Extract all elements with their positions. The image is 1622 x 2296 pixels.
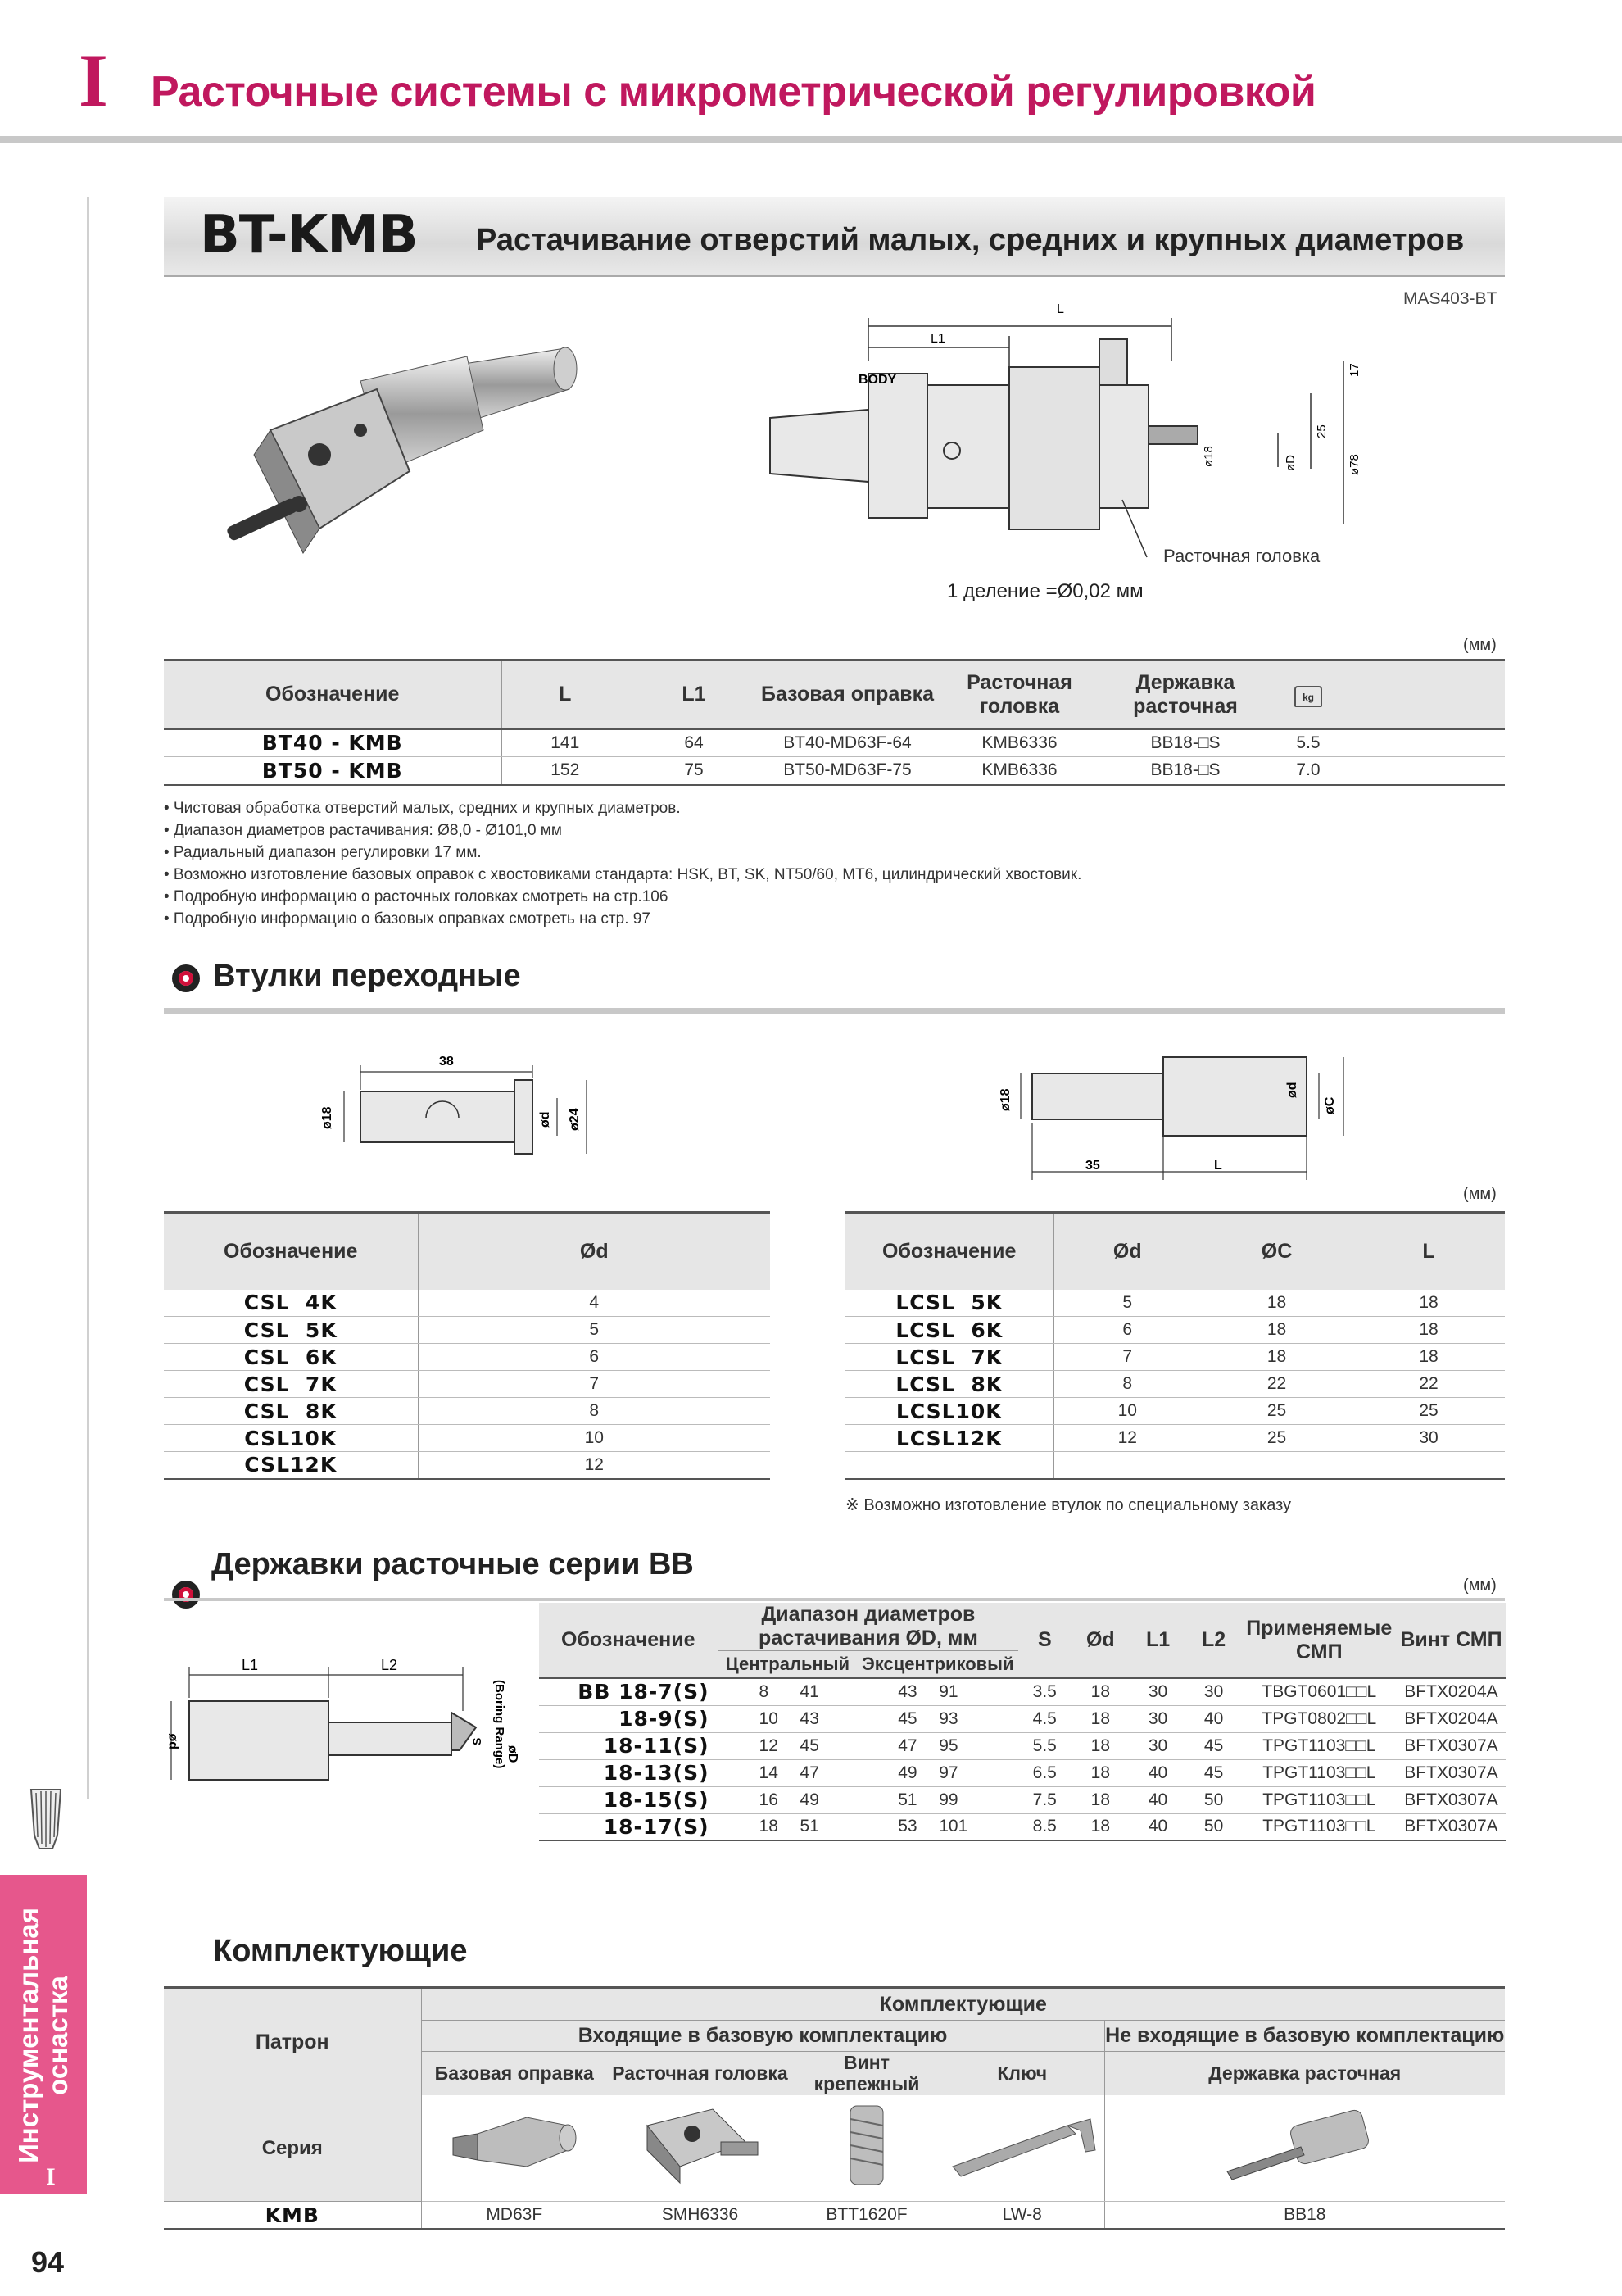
eccentric-max: 93 bbox=[939, 1708, 958, 1728]
eccentric-max: 97 bbox=[939, 1763, 958, 1782]
key-image bbox=[940, 2095, 1104, 2202]
table-row bbox=[164, 1425, 770, 1452]
cell: 30 bbox=[1352, 1425, 1505, 1452]
holder-drawing bbox=[160, 1639, 532, 1803]
notes-list bbox=[164, 797, 1507, 930]
central-max: 43 bbox=[800, 1708, 819, 1728]
table-row bbox=[164, 757, 1505, 785]
row-code: LCSL12K bbox=[845, 1425, 1053, 1452]
product-model: BT-KMB bbox=[200, 205, 418, 265]
sleeve-drawing-left bbox=[311, 1032, 606, 1180]
cell: 8 bbox=[418, 1398, 770, 1425]
cell: BFTX0307A bbox=[1397, 1759, 1506, 1786]
cell bbox=[857, 1759, 1018, 1786]
cell: 8 bbox=[1053, 1371, 1201, 1398]
note-item: • Подробную информацию о базовых оправках смотреть на стр. 97 bbox=[164, 910, 650, 928]
dim-dD: øD bbox=[1284, 455, 1298, 471]
cell: 18 bbox=[1352, 1290, 1505, 1317]
csl-table-body bbox=[164, 1290, 770, 1479]
eccentric-min: 43 bbox=[898, 1681, 917, 1701]
cell: 6 bbox=[1053, 1317, 1201, 1344]
cell: 45 bbox=[1186, 1759, 1242, 1786]
body-label: BODY bbox=[859, 373, 897, 387]
cell bbox=[857, 1786, 1018, 1813]
product-image bbox=[221, 332, 582, 578]
cell: 50 bbox=[1186, 1813, 1242, 1840]
cell: 40 bbox=[1130, 1759, 1186, 1786]
th-L2: L2 bbox=[1186, 1603, 1242, 1678]
table-row bbox=[539, 1705, 1506, 1732]
eccentric-min: 51 bbox=[898, 1790, 917, 1809]
cell: 18 bbox=[1071, 1678, 1130, 1705]
th-included: Входящие в базовую комплектацию bbox=[421, 2021, 1104, 2052]
cell: 18 bbox=[1071, 1732, 1130, 1759]
table-row bbox=[164, 1452, 770, 1479]
row-code: 18-13(S) bbox=[539, 1759, 718, 1786]
main-table-body bbox=[164, 729, 1505, 785]
cell: 5.5 bbox=[1267, 729, 1349, 757]
row-code: BT50 - KMB bbox=[164, 757, 501, 785]
cell: TPGT1103□□L bbox=[1242, 1732, 1397, 1759]
unit-sleeves: (мм) bbox=[1463, 1185, 1497, 1203]
cell: SMH6336 bbox=[661, 2205, 739, 2225]
unit-holders: (мм) bbox=[1463, 1577, 1497, 1595]
dim-L1: L1 bbox=[931, 332, 945, 346]
cell: 8.5 bbox=[1018, 1813, 1071, 1840]
series-label: Серия bbox=[164, 2095, 421, 2202]
dim-pd: pø bbox=[165, 1733, 179, 1749]
eccentric-max: 101 bbox=[939, 1817, 968, 1836]
holders-table bbox=[539, 1603, 1506, 1841]
table-row bbox=[539, 1732, 1506, 1759]
th-head: Расточная головка bbox=[936, 660, 1103, 729]
cell: LW-8 bbox=[940, 2202, 1104, 2229]
sidebar-line bbox=[87, 197, 89, 1799]
cell: 7 bbox=[1053, 1344, 1201, 1371]
cell: BFTX0204A bbox=[1397, 1678, 1506, 1705]
dim-d78: ø78 bbox=[1348, 454, 1361, 475]
central-min: 16 bbox=[759, 1790, 778, 1809]
bullet-icon bbox=[172, 964, 200, 992]
central-max: 51 bbox=[800, 1817, 819, 1836]
central-min: 12 bbox=[759, 1736, 778, 1755]
dim-S: S bbox=[470, 1737, 483, 1745]
table-row bbox=[539, 1813, 1506, 1840]
note-item: • Чистовая обработка отверстий малых, средних и крупных диаметров. bbox=[164, 800, 681, 817]
cell bbox=[718, 1732, 857, 1759]
row-code: CSL 4K bbox=[164, 1290, 418, 1317]
sleeve-drawing-right bbox=[991, 1041, 1352, 1184]
cell: 10 bbox=[418, 1425, 770, 1452]
th-code: Обозначение bbox=[539, 1603, 718, 1678]
central-min: 14 bbox=[759, 1763, 778, 1782]
main-table bbox=[164, 659, 1505, 786]
cell: 50 bbox=[1186, 1786, 1242, 1813]
collet-icon bbox=[28, 1786, 64, 1852]
cell: BT40-MD63F-64 bbox=[759, 729, 936, 757]
product-subtitle: Растачивание отверстий малых, средних и крупных диаметров bbox=[476, 223, 1465, 257]
row-code: KMB bbox=[164, 2202, 421, 2229]
cell: 30 bbox=[1130, 1678, 1186, 1705]
cell: 40 bbox=[1130, 1813, 1186, 1840]
th-d: Ød bbox=[1053, 1213, 1201, 1290]
cell: BB18-□S bbox=[1103, 729, 1267, 757]
table-row bbox=[164, 2202, 1505, 2229]
th-central: Центральный bbox=[718, 1650, 857, 1678]
row-code: 18-11(S) bbox=[539, 1732, 718, 1759]
base-holder-image bbox=[421, 2095, 607, 2202]
cell: 64 bbox=[628, 729, 759, 757]
cell: 22 bbox=[1352, 1371, 1505, 1398]
cell: 5 bbox=[1053, 1290, 1201, 1317]
row-code: 18-15(S) bbox=[539, 1786, 718, 1813]
central-max: 45 bbox=[800, 1736, 819, 1755]
cell: BFTX0307A bbox=[1397, 1732, 1506, 1759]
cell: 3.5 bbox=[1018, 1678, 1071, 1705]
dim-38: 38 bbox=[439, 1055, 454, 1069]
holders-table-body bbox=[539, 1678, 1506, 1840]
csl-table bbox=[164, 1211, 770, 1480]
row-code: LCSL 5K bbox=[845, 1290, 1053, 1317]
cell: 18 bbox=[1352, 1344, 1505, 1371]
screw-image bbox=[793, 2095, 940, 2202]
cell bbox=[718, 1705, 857, 1732]
table-row bbox=[164, 1290, 770, 1317]
dim-17: 17 bbox=[1348, 363, 1361, 377]
cell: 10 bbox=[1053, 1398, 1201, 1425]
th-holder: Державка расточная bbox=[1103, 660, 1267, 729]
row-code: CSL12K bbox=[164, 1452, 418, 1479]
table-row bbox=[164, 1398, 770, 1425]
table-row bbox=[845, 1344, 1505, 1371]
eccentric-min: 47 bbox=[898, 1736, 917, 1755]
central-max: 41 bbox=[800, 1681, 819, 1701]
cell: 25 bbox=[1201, 1398, 1352, 1425]
row-code: CSL 5K bbox=[164, 1317, 418, 1344]
th-code: Обозначение bbox=[164, 1213, 418, 1290]
row-code: LCSL10K bbox=[845, 1398, 1053, 1425]
cell: KMB6336 bbox=[936, 729, 1103, 757]
cell bbox=[857, 1732, 1018, 1759]
row-code: LCSL 7K bbox=[845, 1344, 1053, 1371]
cell: 75 bbox=[684, 760, 704, 780]
eccentric-min: 53 bbox=[898, 1817, 917, 1836]
cell: 40 bbox=[1186, 1705, 1242, 1732]
cell: 6 bbox=[418, 1344, 770, 1371]
dim-dD: øD bbox=[505, 1745, 519, 1763]
cell: BB18 bbox=[1284, 2205, 1326, 2225]
cell bbox=[718, 1678, 857, 1705]
dim-d18: ø18 bbox=[320, 1106, 334, 1129]
cell: TPGT0802□□L bbox=[1242, 1705, 1397, 1732]
note-item: • Радиальный диапазон регулировки 17 мм. bbox=[164, 844, 482, 861]
dim-25: 25 bbox=[1315, 424, 1329, 438]
th-screw: Винт СМП bbox=[1397, 1603, 1506, 1678]
central-max: 49 bbox=[800, 1790, 819, 1809]
cell bbox=[718, 1759, 857, 1786]
note-item: • Диапазон диаметров растачивания: Ø8,0 - Ø101,0 мм bbox=[164, 822, 562, 839]
sidebar-mark: I bbox=[46, 2163, 56, 2190]
th-col-head: Расточная головка bbox=[607, 2052, 793, 2095]
th-components: Комплектующие bbox=[421, 1988, 1505, 2021]
th-excluded: Не входящие в базовую комплектацию bbox=[1104, 2021, 1505, 2052]
dim-L: L bbox=[1214, 1159, 1222, 1173]
eccentric-max: 91 bbox=[939, 1681, 958, 1701]
note-item: • Возможно изготовление базовых оправок с хвостовиками стандарта: HSK, BT, SK, NT50/60, MT6, цилиндрический хвостовик. bbox=[164, 866, 1082, 883]
table-row bbox=[164, 1317, 770, 1344]
cell: 12 bbox=[418, 1452, 770, 1479]
cell: 18 bbox=[1071, 1759, 1130, 1786]
cell: KMB6336 bbox=[981, 760, 1058, 780]
cell: 25 bbox=[1201, 1425, 1352, 1452]
th-code: Обозначение bbox=[164, 660, 501, 729]
cell: 18 bbox=[1352, 1317, 1505, 1344]
th-chuck: Патрон bbox=[164, 1988, 421, 2095]
page-title: Расточные системы с микрометрической регулировкой bbox=[151, 68, 1316, 116]
row-code: LCSL 8K bbox=[845, 1371, 1053, 1398]
cell: 7.5 bbox=[1018, 1786, 1071, 1813]
cell: 18 bbox=[1071, 1786, 1130, 1813]
boring-head-image bbox=[607, 2095, 793, 2202]
sidebar-label: Инструментальная оснастка bbox=[13, 1908, 73, 2163]
cell: TPGT1103□□L bbox=[1242, 1786, 1397, 1813]
dim-dd: ød bbox=[538, 1111, 552, 1128]
technical-drawing bbox=[737, 295, 1393, 565]
dim-dd: ød bbox=[1285, 1082, 1299, 1098]
cell bbox=[718, 1786, 857, 1813]
unit-main: (мм) bbox=[1463, 636, 1497, 654]
dim-L2: L2 bbox=[381, 1657, 398, 1673]
th-d: Ød bbox=[1071, 1603, 1130, 1678]
cell: 45 bbox=[1186, 1732, 1242, 1759]
dim-d18: ø18 bbox=[1202, 446, 1216, 467]
th-C: ØC bbox=[1201, 1213, 1352, 1290]
bullet-icon bbox=[172, 1581, 200, 1609]
table-row bbox=[845, 1317, 1505, 1344]
boring-bar-image bbox=[1104, 2095, 1505, 2202]
row-code: CSL 7K bbox=[164, 1371, 418, 1398]
table-row bbox=[845, 1290, 1505, 1317]
cell: BB18-□S bbox=[1150, 760, 1221, 780]
cell: BFTX0307A bbox=[1397, 1786, 1506, 1813]
cell: 22 bbox=[1201, 1371, 1352, 1398]
components-table bbox=[164, 1986, 1505, 2230]
row-code: CSL 6K bbox=[164, 1344, 418, 1371]
table-row bbox=[164, 1344, 770, 1371]
th-col-holder: Державка расточная bbox=[1104, 2052, 1505, 2095]
cell: 5 bbox=[418, 1317, 770, 1344]
dim-L: L bbox=[1057, 302, 1064, 316]
cell: 5.5 bbox=[1018, 1732, 1071, 1759]
row-code: 18-9(S) bbox=[539, 1705, 718, 1732]
cell bbox=[857, 1678, 1018, 1705]
range-label: (Boring Range) bbox=[492, 1680, 506, 1769]
th-L1: L1 bbox=[628, 660, 759, 729]
row-code: CSL 8K bbox=[164, 1398, 418, 1425]
lcsl-table bbox=[845, 1211, 1505, 1480]
th-eccentric: Эксцентриковый bbox=[857, 1650, 1018, 1678]
page-number: 94 bbox=[31, 2245, 65, 2279]
cell: TPGT1103□□L bbox=[1242, 1813, 1397, 1840]
lcsl-table-body bbox=[845, 1290, 1505, 1479]
section-title-components: Комплектующие bbox=[213, 1934, 468, 1968]
cell: 18 bbox=[1201, 1344, 1352, 1371]
th-d: Ød bbox=[418, 1213, 770, 1290]
th-base: Базовая оправка bbox=[759, 660, 936, 729]
th-S: S bbox=[1018, 1603, 1071, 1678]
eccentric-min: 49 bbox=[898, 1763, 917, 1782]
table-row bbox=[845, 1371, 1505, 1398]
cell: BFTX0204A bbox=[1397, 1705, 1506, 1732]
cell: 18 bbox=[1201, 1317, 1352, 1344]
cell: 7.0 bbox=[1296, 760, 1321, 780]
table-row bbox=[845, 1398, 1505, 1425]
row-code: 18-17(S) bbox=[539, 1813, 718, 1840]
cell: 141 bbox=[501, 729, 628, 757]
table-row bbox=[539, 1786, 1506, 1813]
dim-d24: ø24 bbox=[568, 1108, 582, 1131]
section-title-sleeves: Втулки переходные bbox=[213, 959, 521, 993]
section-rule bbox=[164, 1008, 1505, 1014]
dim-35: 35 bbox=[1085, 1159, 1100, 1173]
cell: 25 bbox=[1352, 1398, 1505, 1425]
th-col-base: Базовая оправка bbox=[421, 2052, 607, 2095]
table-row bbox=[164, 729, 1505, 757]
header-rule bbox=[0, 136, 1622, 143]
eccentric-min: 45 bbox=[898, 1708, 917, 1728]
note-item: • Подробную информацию о расточных головках смотреть на стр.106 bbox=[164, 888, 668, 905]
dim-L1: L1 bbox=[242, 1657, 259, 1673]
central-max: 47 bbox=[800, 1763, 819, 1782]
row-code: LCSL 6K bbox=[845, 1317, 1053, 1344]
cell bbox=[718, 1813, 857, 1840]
cell bbox=[857, 1813, 1018, 1840]
central-min: 18 bbox=[759, 1817, 778, 1836]
th-L: L bbox=[501, 660, 628, 729]
cell: BT50-MD63F-75 bbox=[783, 760, 912, 780]
cell: 4 bbox=[418, 1290, 770, 1317]
th-col-screw: Винт крепежный bbox=[793, 2052, 940, 2095]
cell bbox=[857, 1705, 1018, 1732]
cell: 6.5 bbox=[1018, 1759, 1071, 1786]
th-col-key: Ключ bbox=[940, 2052, 1104, 2095]
th-insert: Применяемые СМП bbox=[1242, 1603, 1397, 1678]
cell: 152 bbox=[550, 760, 580, 780]
division-label: 1 деление =Ø0,02 мм bbox=[947, 580, 1144, 602]
cell: TBGT0601□□L bbox=[1242, 1678, 1397, 1705]
eccentric-max: 95 bbox=[939, 1736, 958, 1755]
th-L1: L1 bbox=[1130, 1603, 1186, 1678]
cell: 30 bbox=[1130, 1705, 1186, 1732]
cell: 18 bbox=[1201, 1290, 1352, 1317]
cell: BTT1620F bbox=[826, 2205, 908, 2225]
th-L: L bbox=[1352, 1213, 1505, 1290]
chapter-mark: I bbox=[79, 39, 108, 122]
cell: 12 bbox=[1053, 1425, 1201, 1452]
sleeves-note: ※ Возможно изготовление втулок по специальному заказу bbox=[845, 1496, 1292, 1514]
cell: 30 bbox=[1130, 1732, 1186, 1759]
section-title-holders: Державки расточные серии BB bbox=[211, 1547, 694, 1581]
row-code: BT40 - KMB bbox=[164, 729, 501, 757]
dim-dC: øC bbox=[1323, 1096, 1337, 1114]
weight-icon: kg bbox=[1294, 686, 1322, 707]
central-min: 10 bbox=[759, 1708, 778, 1728]
standard-label: MAS403-BT bbox=[1403, 289, 1497, 308]
cell: 7 bbox=[418, 1371, 770, 1398]
dim-d18: ø18 bbox=[999, 1088, 1013, 1111]
cell: MD63F bbox=[486, 2205, 543, 2225]
th-weight bbox=[1267, 660, 1349, 729]
table-row bbox=[539, 1759, 1506, 1786]
th-range: Диапазон диаметров растачивания ØD, мм bbox=[718, 1603, 1018, 1650]
cell: 4.5 bbox=[1018, 1705, 1071, 1732]
cell: TPGT1103□□L bbox=[1242, 1759, 1397, 1786]
cell: 18 bbox=[1071, 1813, 1130, 1840]
th-code: Обозначение bbox=[845, 1213, 1053, 1290]
table-row bbox=[845, 1425, 1505, 1452]
cell: 18 bbox=[1071, 1705, 1130, 1732]
cell: 30 bbox=[1186, 1678, 1242, 1705]
head-label: Расточная головка bbox=[1163, 546, 1321, 566]
eccentric-max: 99 bbox=[939, 1790, 958, 1809]
table-row bbox=[164, 1371, 770, 1398]
table-row bbox=[539, 1678, 1506, 1705]
row-code: BB 18-7(S) bbox=[539, 1678, 718, 1705]
cell: BFTX0307A bbox=[1397, 1813, 1506, 1840]
central-min: 8 bbox=[759, 1681, 769, 1701]
cell: 40 bbox=[1130, 1786, 1186, 1813]
row-code: CSL10K bbox=[164, 1425, 418, 1452]
section-rule bbox=[164, 1598, 1505, 1601]
